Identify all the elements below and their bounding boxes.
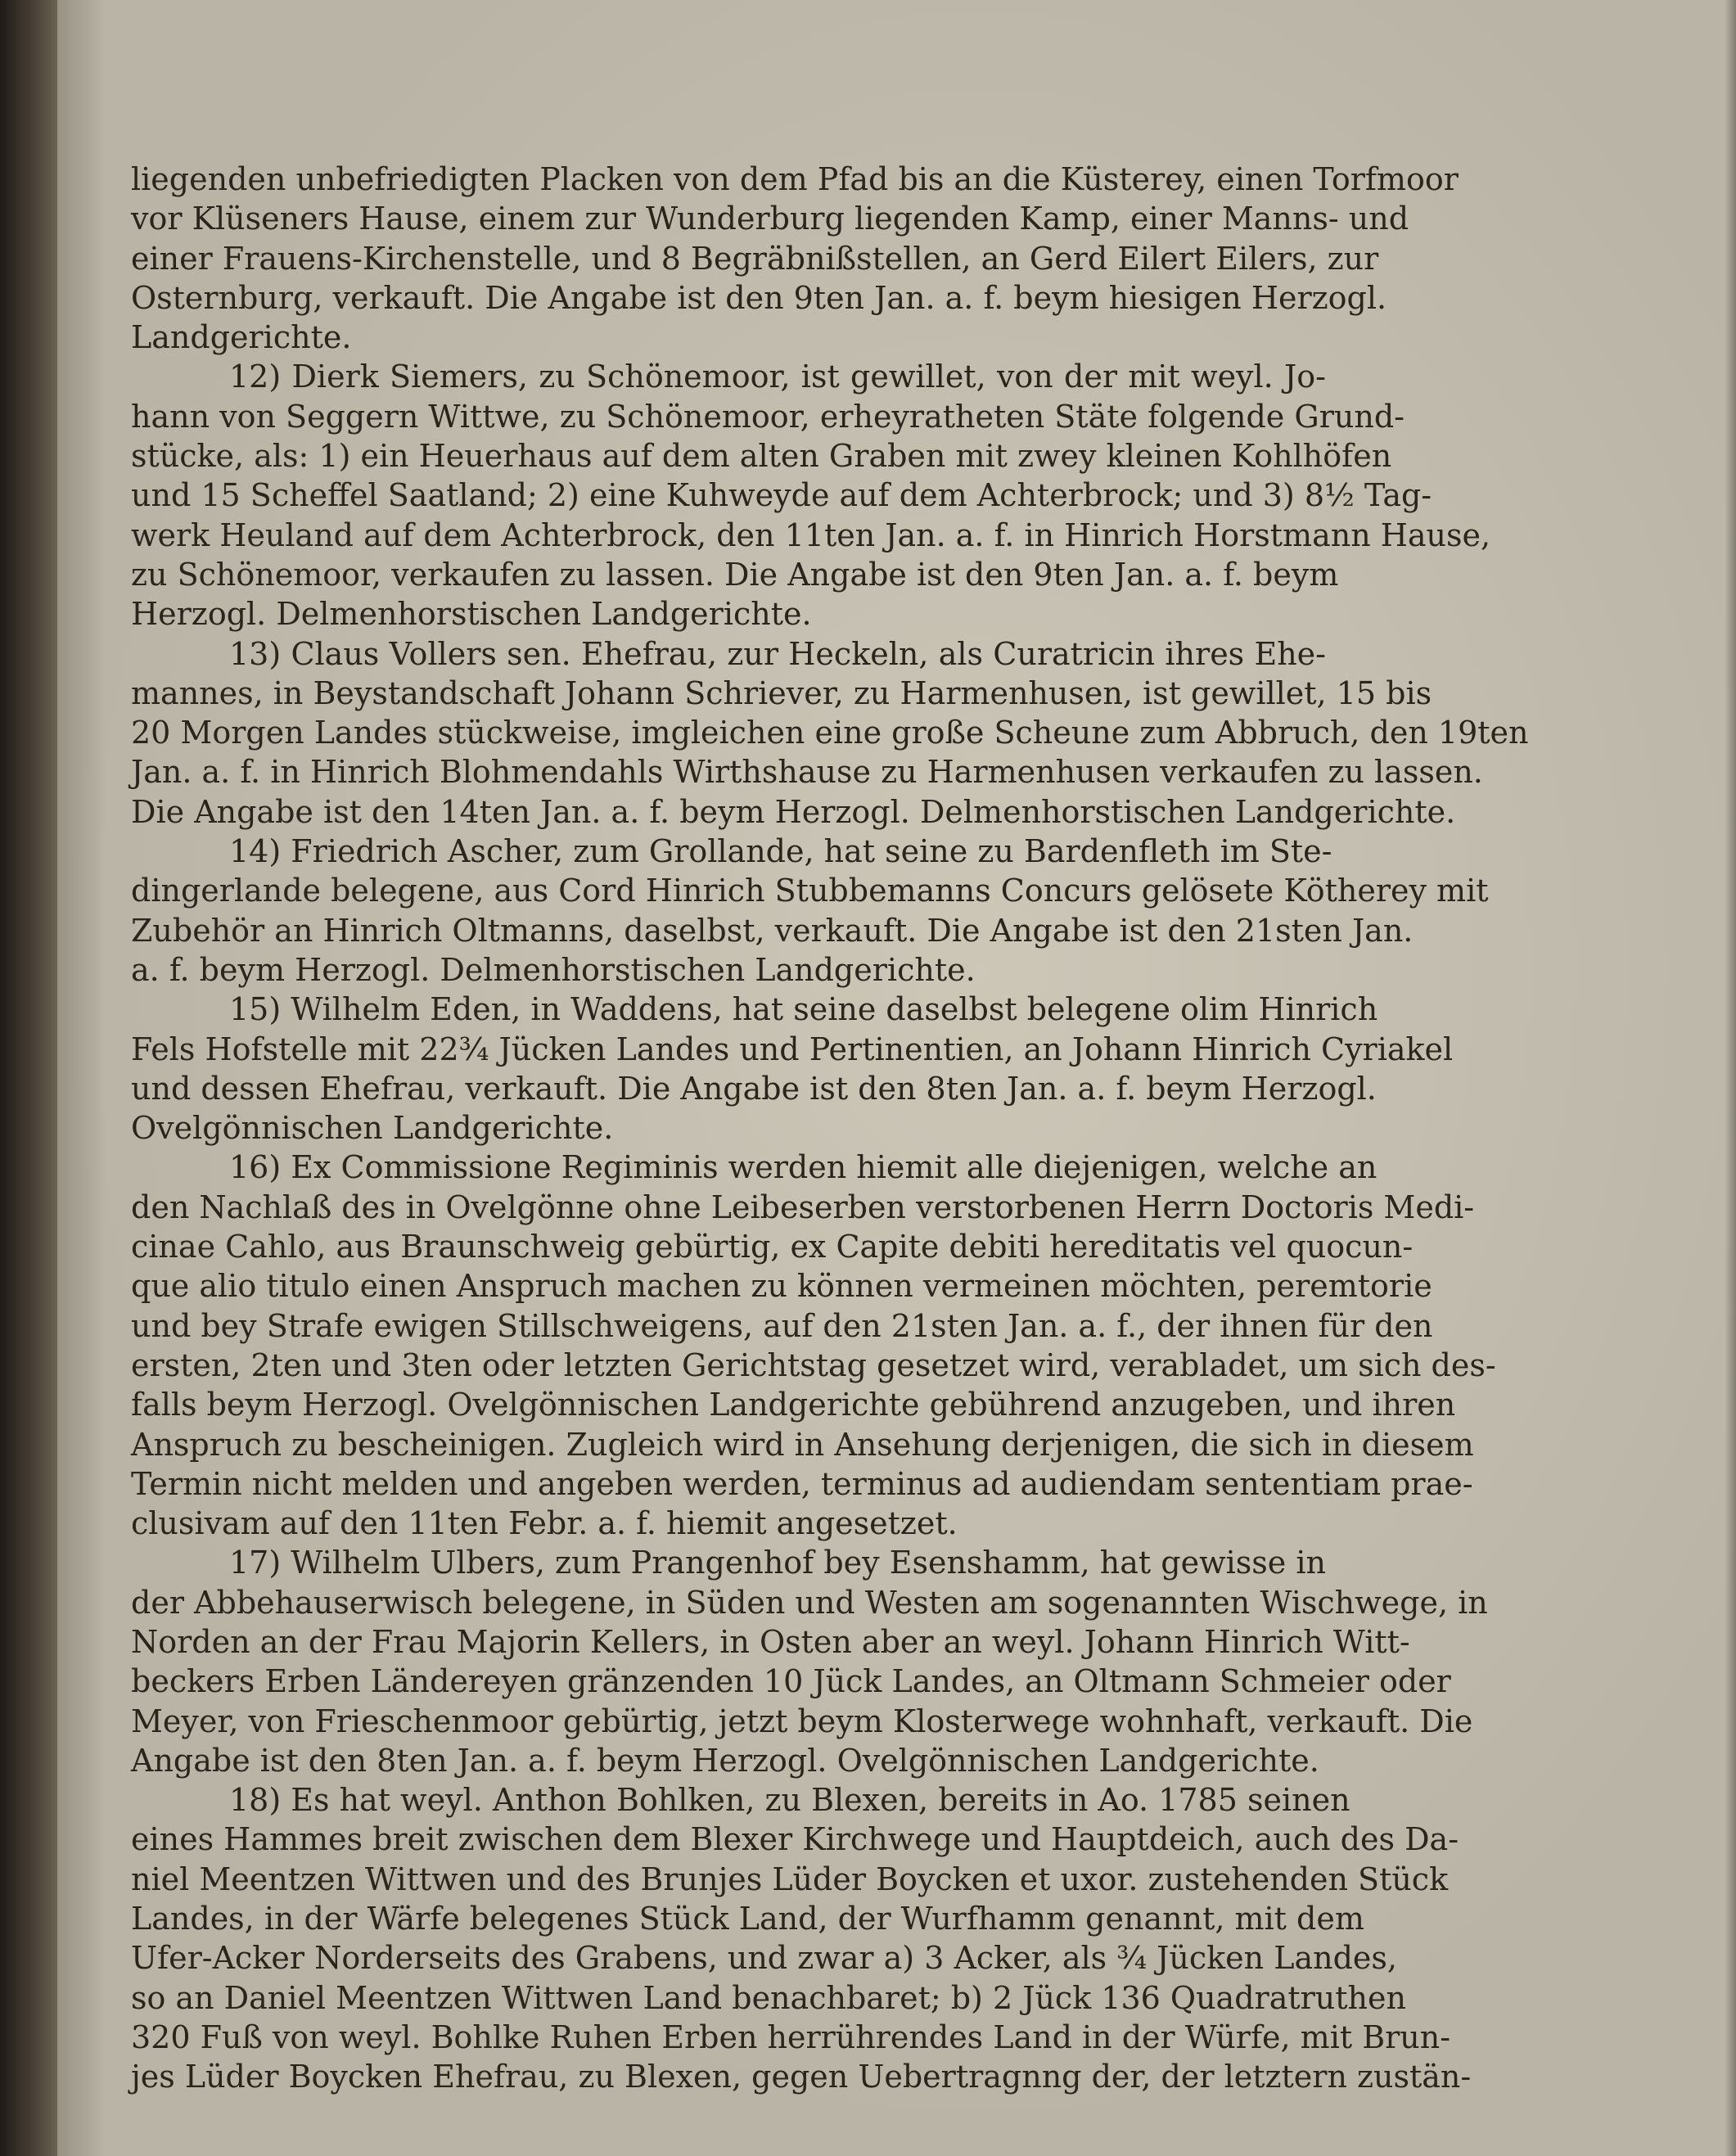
text-line: 20 Morgen Landes stückweise, imgleichen eine große Scheune zum Abbruch, den 19ten — [131, 715, 1529, 751]
text-line: mannes, in Beystandschaft Johann Schriever, zu Harmenhusen, ist gewillet, 15 bis — [131, 674, 1432, 711]
text-line: Meyer, von Frieschenmoor gebürtig, jetzt beym Klosterwege wohnhaft, verkauft. Die — [131, 1703, 1473, 1739]
text-line: 12) Dierk Siemers, zu Schönemoor, ist gewillet, von der mit weyl. Jo- — [229, 359, 1326, 395]
text-line: ersten, 2ten und 3ten oder letzten Gerichtstag gesetzet wird, verabladet, um sich des- — [131, 1346, 1496, 1383]
text-line: Ufer-Acker Norderseits des Grabens, und zwar a) 3 Acker, als ¾ Jücken Landes, — [131, 1940, 1397, 1977]
text-line: und 15 Scheffel Saatland; 2) eine Kuhweyde auf dem Achterbrock; und 3) 8½ Tag- — [131, 477, 1432, 514]
page-edge — [1725, 0, 1736, 2156]
text-line: Angabe ist den 8ten Jan. a. f. beym Herzogl. Ovelgönnischen Landgerichte. — [131, 1742, 1319, 1779]
text-line: 17) Wilhelm Ulbers, zum Prangenhof bey Esenshamm, hat gewisse in — [229, 1545, 1326, 1581]
text-line: cinae Cahlo, aus Braunschweig gebürtig, ex Capite debiti hereditatis vel quocun- — [131, 1229, 1414, 1265]
text-line: Anspruch zu bescheinigen. Zugleich wird in Ansehung derjenigen, die sich in diesem — [131, 1426, 1474, 1463]
text-line: falls beym Herzogl. Ovelgönnischen Landgerichte gebührend anzugeben, und ihren — [131, 1387, 1456, 1423]
text-line: Termin nicht melden und angeben werden, terminus ad audiendam sententiam prae- — [131, 1465, 1473, 1502]
text-line: 13) Claus Vollers sen. Ehefrau, zur Heckeln, als Curatricin ihres Ehe- — [229, 635, 1326, 672]
text-line: Zubehör an Hinrich Oltmanns, daselbst, verkauft. Die Angabe ist den 21sten Jan. — [131, 912, 1414, 949]
text-line: niel Meentzen Wittwen und des Brunjes Lüder Boycken et uxor. zustehenden Stück — [131, 1861, 1449, 1897]
text-line: eines Hammes breit zwischen dem Blexer Kirchwege und Hauptdeich, auch des Da- — [131, 1821, 1459, 1858]
text-line: stücke, als: 1) ein Heuerhaus auf dem alten Graben mit zwey kleinen Kohlhöfen — [131, 438, 1392, 475]
text-line: a. f. beym Herzogl. Delmenhorstischen Landgerichte. — [131, 951, 976, 988]
text-line: und dessen Ehefrau, verkauft. Die Angabe ist den 8ten Jan. a. f. beym Herzogl. — [131, 1070, 1377, 1107]
text-line: hann von Seggern Wittwe, zu Schönemoor, erheyratheten Stäte folgende Grund- — [131, 398, 1405, 435]
book-gutter — [0, 0, 57, 2156]
text-line: que alio titulo einen Anspruch machen zu können vermeinen möchten, peremtorie — [131, 1268, 1432, 1305]
text-line: Osternburg, verkauft. Die Angabe ist den 9ten Jan. a. f. beym hiesigen Herzogl. — [131, 279, 1387, 316]
text-line: Ovelgönnischen Landgerichte. — [131, 1110, 614, 1147]
text-line: einer Frauens-Kirchenstelle, und 8 Begräbnißstellen, an Gerd Eilert Eilers, zur — [131, 240, 1379, 277]
text-line: der Abbehauserwisch belegene, in Süden und Westen am sogenannten Wischwege, in — [131, 1584, 1488, 1621]
text-line: Jan. a. f. in Hinrich Blohmendahls Wirthshause zu Harmenhusen verkaufen zu lassen. — [131, 754, 1483, 791]
text-line: Fels Hofstelle mit 22¾ Jücken Landes und Pertinentien, an Johann Hinrich Cyriakel — [131, 1031, 1454, 1067]
text-line: Die Angabe ist den 14ten Jan. a. f. beym Herzogl. Delmenhorstischen Landgerichte. — [131, 793, 1456, 830]
text-line: zu Schönemoor, verkaufen zu lassen. Die Angabe ist den 9ten Jan. a. f. beym — [131, 556, 1339, 593]
text-line: werk Heuland auf dem Achterbrock, den 11ten Jan. a. f. in Hinrich Horstmann Hause, — [131, 516, 1491, 553]
text-line: den Nachlaß des in Ovelgönne ohne Leibeserben verstorbenen Herrn Doctoris Medi- — [131, 1189, 1475, 1225]
text-line: Herzogl. Delmenhorstischen Landgerichte. — [131, 596, 812, 633]
text-line: Landgerichte. — [131, 319, 352, 356]
text-line: 14) Friedrich Ascher, zum Grollande, hat seine zu Bardenfleth im Ste- — [229, 833, 1332, 870]
text-line: dingerlande belegene, aus Cord Hinrich Stubbemanns Concurs gelösete Kötherey mit — [131, 873, 1489, 909]
text-line: Norden an der Frau Majorin Kellers, in Osten aber an weyl. Johann Hinrich Witt- — [131, 1623, 1410, 1660]
text-line: 16) Ex Commissione Regiminis werden hiemit alle diejenigen, welche an — [229, 1149, 1378, 1186]
text-line: beckers Erben Ländereyen gränzenden 10 Jück Landes, an Oltmann Schmeier oder — [131, 1663, 1451, 1700]
text-line: so an Daniel Meentzen Wittwen Land benachbaret; b) 2 Jück 136 Quadratruthen — [131, 1979, 1406, 2016]
text-line: 15) Wilhelm Eden, in Waddens, hat seine daselbst belegene olim Hinrich — [229, 991, 1378, 1028]
page-text — [131, 160, 1529, 2097]
text-line: jes Lüder Boycken Ehefrau, zu Blexen, gegen Uebertragnng der, der letztern zustän- — [131, 2059, 1472, 2095]
text-line: Landes, in der Wärfe belegenes Stück Land, der Wurfhamm genannt, mit dem — [131, 1901, 1364, 1937]
text-line: 320 Fuß von weyl. Bohlke Ruhen Erben herrührendes Land in der Würfe, mit Brun- — [131, 2018, 1451, 2055]
text-line: 18) Es hat weyl. Anthon Bohlken, zu Blexen, bereits in Ao. 1785 seinen — [229, 1782, 1350, 1819]
text-line: vor Klüseners Hause, einem zur Wunderburg liegenden Kamp, einer Manns- und — [131, 201, 1409, 237]
text-line: liegenden unbefriedigten Placken von dem Pfad bis an die Küsterey, einen Torfmoor — [131, 161, 1459, 197]
text-line: clusivam auf den 11ten Febr. a. f. hiemit angesetzet. — [131, 1505, 958, 1542]
text-line: und bey Strafe ewigen Stillschweigens, auf den 21sten Jan. a. f., der ihnen für den — [131, 1307, 1433, 1344]
